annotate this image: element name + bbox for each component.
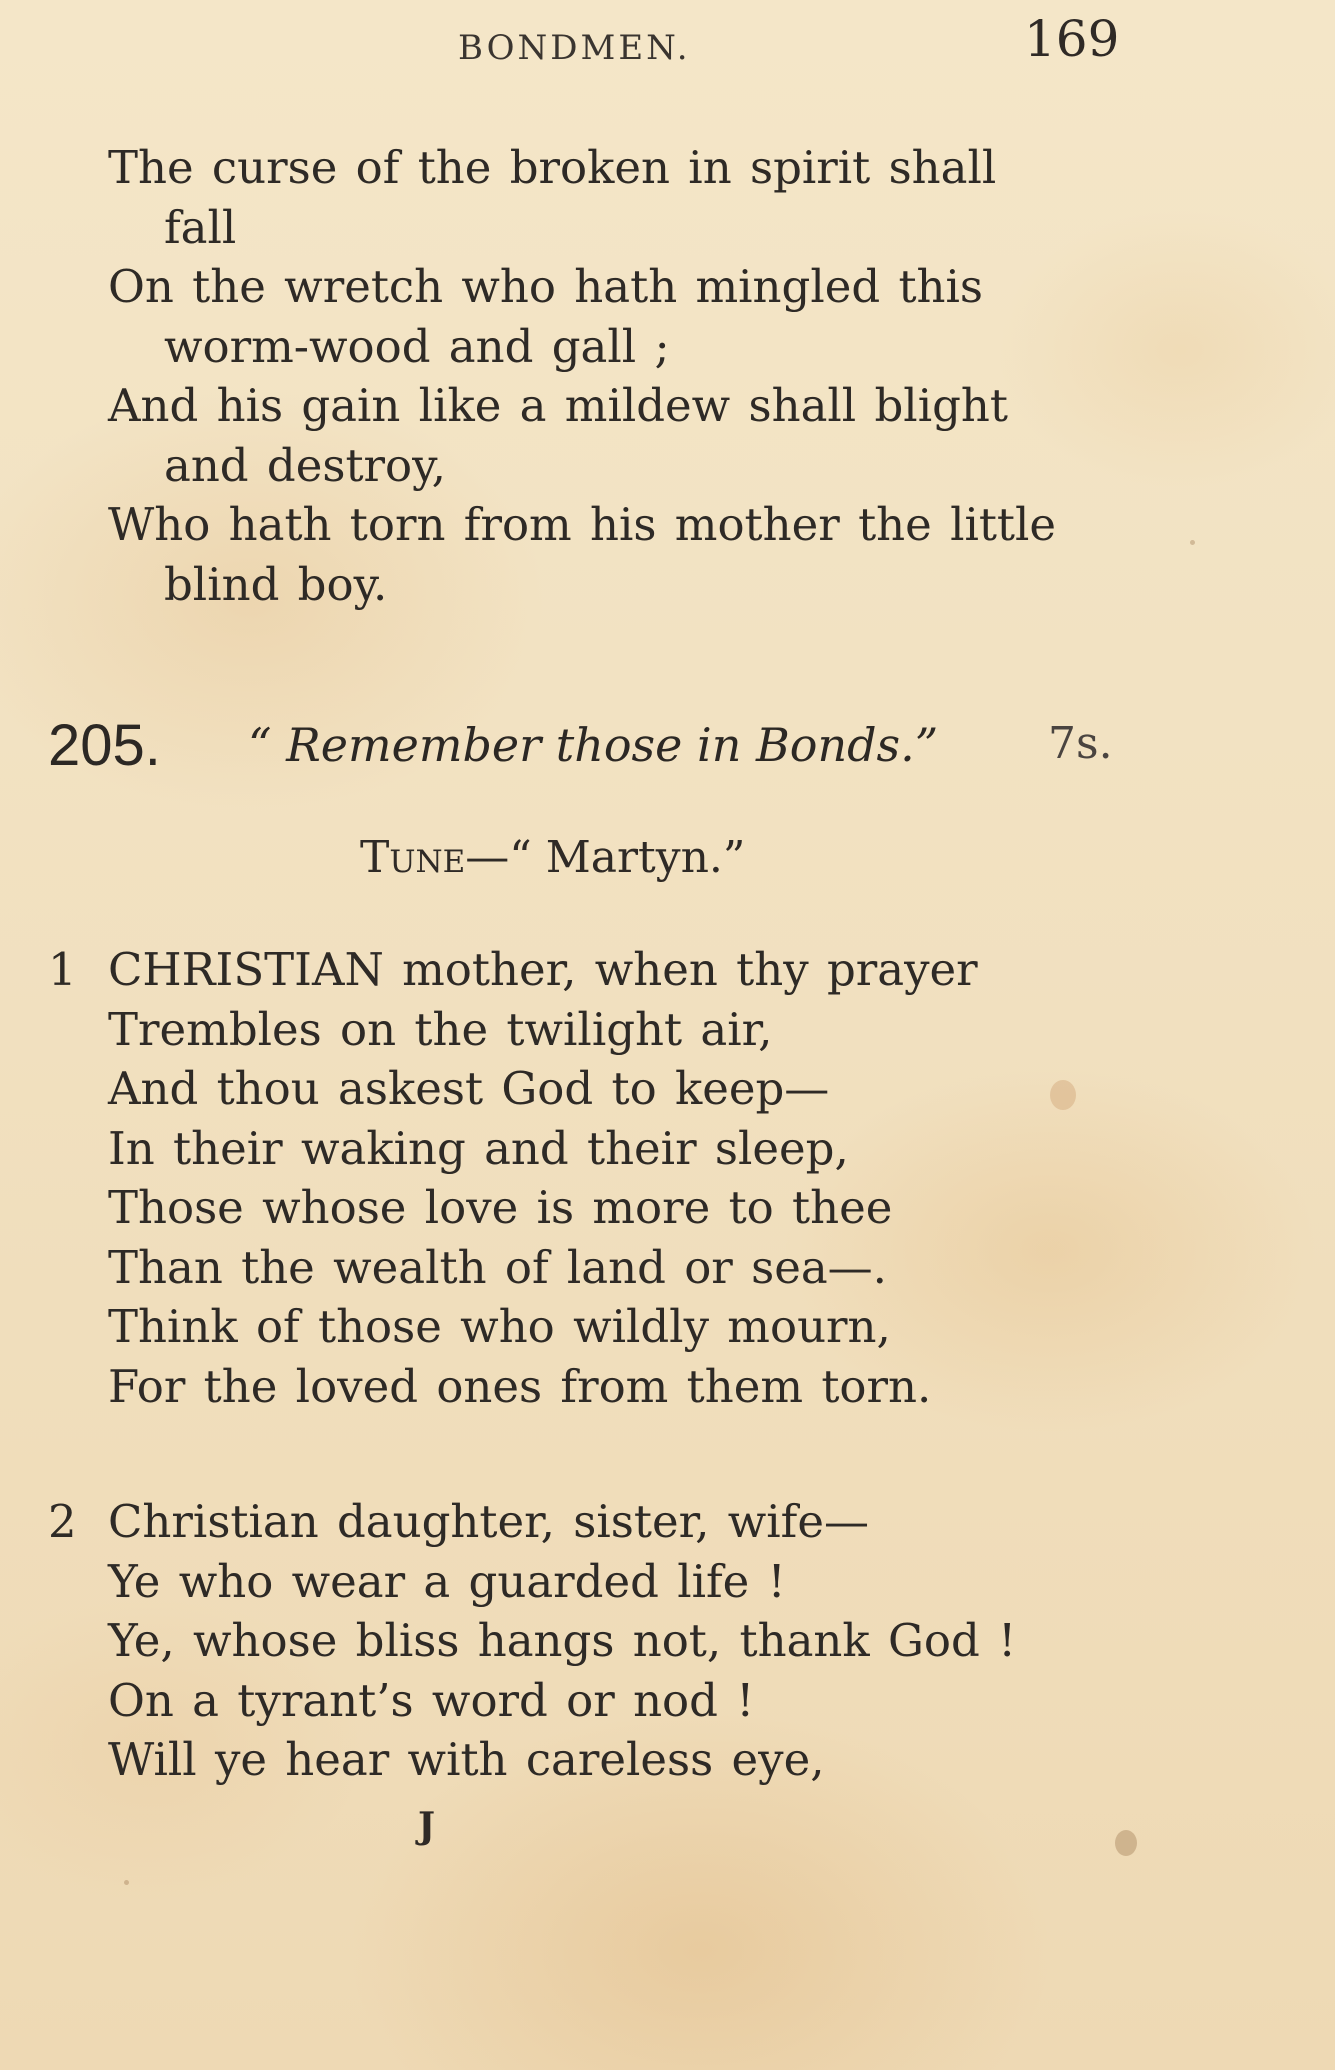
page-number: 169 [1024, 10, 1120, 68]
verse-line: Think of those who wildly mourn, [108, 1300, 891, 1353]
continued-stanza [108, 138, 1238, 614]
hymn-meter: 7s. [1048, 718, 1113, 769]
tune-name: “ Martyn.” [509, 832, 746, 883]
verse-line: Christian daughter, sister, wife— [108, 1495, 869, 1548]
tune-line [360, 832, 745, 883]
verse-line: In their waking and their sleep, [108, 1121, 849, 1175]
paper-speck [1050, 1080, 1076, 1110]
verse-line: On the wretch who hath mingled this [108, 260, 984, 313]
verse-line: CHRISTIAN mother, when thy prayer [108, 943, 978, 996]
hymn-heading [48, 712, 1138, 782]
verse-line: and destroy, [164, 438, 446, 492]
verse-line: Those whose love is more to thee [108, 1181, 893, 1234]
verse-line: And thou askest God to keep— [108, 1062, 830, 1115]
verse-line: On a tyrant’s word or nod ! [108, 1673, 755, 1727]
verse-line: fall [164, 200, 237, 254]
signature-mark: J [418, 1805, 436, 1847]
stanza-number: 2 [48, 1495, 77, 1548]
verse-line: Trembles on the twilight air, [108, 1002, 773, 1056]
paper-speck [1190, 540, 1195, 545]
hymn-title: “ Remember those in Bonds.” [248, 718, 939, 772]
verse-line: blind boy. [164, 557, 388, 611]
verse-line: For the loved ones from them torn. [108, 1359, 932, 1413]
running-title: BONDMEN. [458, 28, 691, 68]
tune-label: Tune— [360, 832, 510, 883]
verse-line: Will ye hear with careless eye, [108, 1733, 825, 1786]
paper-speck [1115, 1830, 1137, 1856]
verse-line: Ye, whose bliss hangs not, thank God ! [108, 1614, 1017, 1667]
paper-speck [124, 1880, 129, 1885]
stanza-lines [108, 940, 978, 1416]
verse-line: And his gain like a mildew shall blight [108, 379, 1008, 432]
verse-line: Who hath torn from his mother the little [108, 498, 1057, 551]
verse-line: The curse of the broken in spirit shall [108, 141, 997, 194]
stanza-lines [108, 1492, 1016, 1790]
stanza-number: 1 [48, 943, 77, 996]
verse-line: worm-wood and gall ; [164, 319, 670, 373]
verse-line: Than the wealth of land or sea—. [108, 1240, 887, 1294]
verse-line: Ye who wear a guarded life ! [108, 1554, 786, 1608]
hymn-number: 205. [48, 713, 161, 778]
